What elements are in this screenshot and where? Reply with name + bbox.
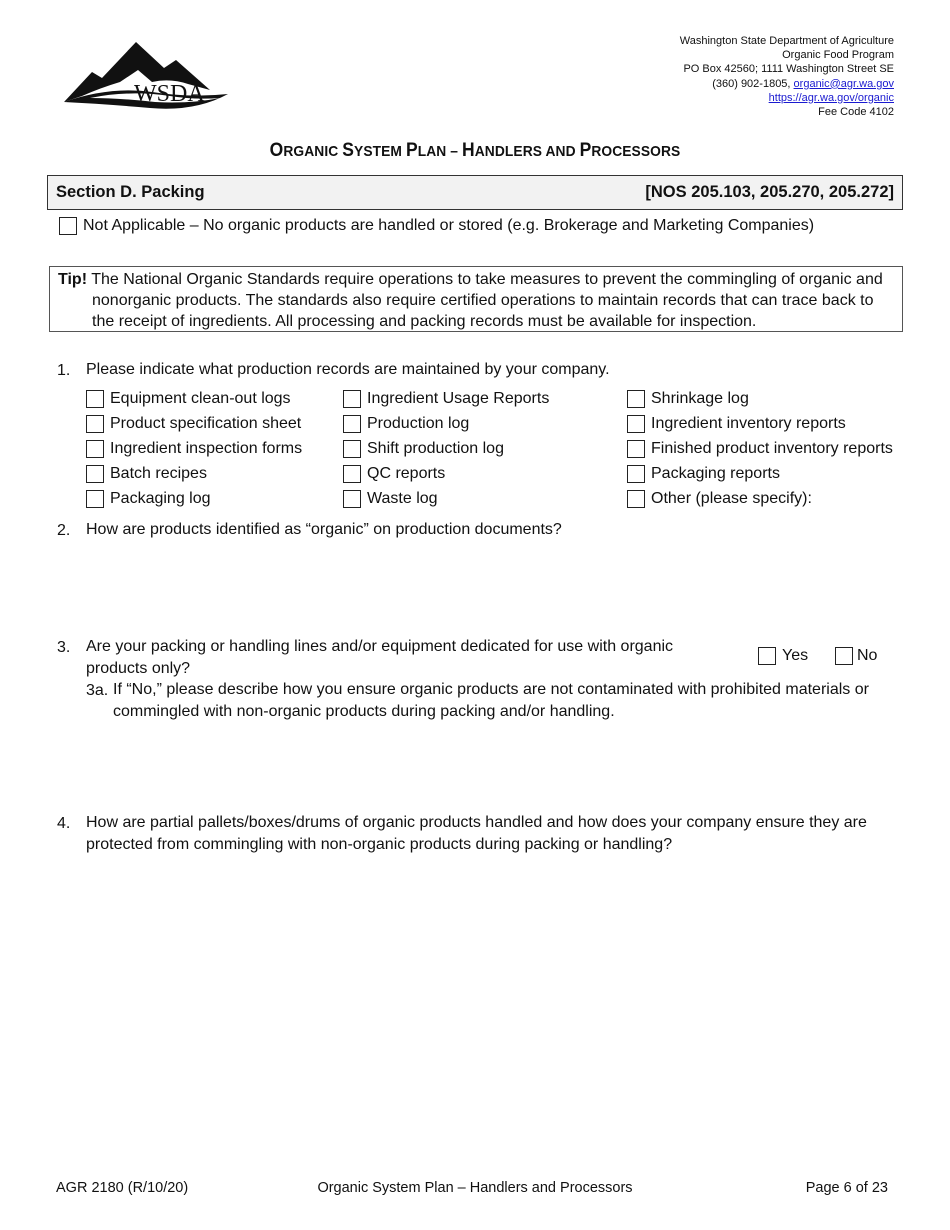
not-applicable-label: Not Applicable – No organic products are handled or stored (e.g. Brokerage and Marketing Companies)	[83, 217, 815, 234]
record-checkbox[interactable]	[627, 465, 645, 483]
answer-area-q4[interactable]	[86, 860, 876, 1160]
record-checkbox[interactable]	[627, 440, 645, 458]
agency-line: Organic Food Program	[782, 49, 894, 62]
record-option: Waste log	[343, 488, 438, 510]
record-option: Batch recipes	[86, 463, 207, 485]
record-option: Other (please specify):	[627, 488, 812, 510]
logo-text: WSDA	[134, 81, 205, 107]
contact-line	[680, 77, 894, 91]
record-option: Shrinkage log	[627, 388, 749, 410]
tip-text: The National Organic Standards require operations to take measures to prevent the commingling of organic and nonorganic products. The standards also require certified operations to maintain records that can trace back to the receipt of ingredients. All processing and packing records must be available for inspection.	[87, 271, 883, 330]
agency-info	[680, 34, 894, 119]
yes-option: Yes	[758, 647, 808, 665]
question-2-text: How are products identified as “organic” on production documents?	[86, 521, 562, 538]
record-option: Product specification sheet	[86, 413, 301, 435]
question-4-text: How are partial pallets/boxes/drums of organic products handled and how does your company ensure they are protected from commingling with non-organic products during packing or handling?	[86, 814, 867, 853]
agency-line: PO Box 42560; 1111 Washington Street SE	[683, 63, 894, 76]
website-link[interactable]: https://agr.wa.gov/organic	[768, 91, 894, 104]
no-option: No	[835, 647, 877, 665]
question-3a-number: 3a.	[86, 682, 109, 699]
tip-box	[49, 266, 903, 332]
not-applicable-row	[59, 217, 814, 235]
record-option: QC reports	[343, 463, 445, 485]
record-checkbox[interactable]	[343, 465, 361, 483]
record-option: Equipment clean-out logs	[86, 388, 291, 410]
record-option: Ingredient Usage Reports	[343, 388, 549, 410]
footer-page-number: Page 6 of 23	[805, 1180, 888, 1196]
record-checkbox[interactable]	[627, 390, 645, 408]
footer-doc-title: Organic System Plan – Handlers and Processors	[317, 1180, 633, 1196]
record-option: Packaging reports	[627, 463, 780, 485]
record-checkbox[interactable]	[86, 465, 104, 483]
wsda-logo	[60, 38, 232, 114]
record-option: Packaging log	[86, 488, 211, 510]
phone: (360) 902-1805,	[712, 77, 794, 90]
record-checkbox[interactable]	[343, 415, 361, 433]
record-checkbox[interactable]	[86, 490, 104, 508]
record-checkbox[interactable]	[627, 490, 645, 508]
section-header	[47, 175, 903, 210]
record-checkbox[interactable]	[627, 415, 645, 433]
question-3-number: 3.	[57, 639, 71, 656]
agency-line: Washington State Department of Agriculture	[679, 35, 894, 47]
answer-area-q3a[interactable]	[113, 725, 873, 805]
page-title: ORGANIC SYSTEM PLAN – HANDLERS AND PROCESSORS	[269, 140, 681, 161]
fee-code: Fee Code 4102	[818, 106, 894, 119]
question-1-number: 1.	[57, 362, 71, 379]
question-1-text: Please indicate what production records are maintained by your company.	[86, 361, 610, 378]
record-checkbox[interactable]	[86, 440, 104, 458]
tip-label: Tip!	[58, 271, 88, 288]
record-option: Ingredient inventory reports	[627, 413, 846, 435]
record-checkbox[interactable]	[343, 440, 361, 458]
question-3-text: Are your packing or handling lines and/or equipment dedicated for use with organic products only?	[86, 638, 674, 677]
not-applicable-checkbox[interactable]	[59, 217, 77, 235]
record-checkbox[interactable]	[86, 390, 104, 408]
record-checkbox[interactable]	[86, 415, 104, 433]
footer-form-id: AGR 2180 (R/10/20)	[56, 1180, 189, 1196]
section-regulations: [NOS 205.103, 205.270, 205.272]	[645, 183, 894, 201]
question-4-number: 4.	[57, 815, 71, 832]
no-checkbox[interactable]	[835, 647, 853, 665]
email-link[interactable]: organic@agr.wa.gov	[793, 77, 894, 90]
answer-area-q2[interactable]	[86, 545, 886, 630]
record-option: Finished product inventory reports	[627, 438, 893, 460]
question-2-number: 2.	[57, 522, 71, 539]
record-option: Production log	[343, 413, 469, 435]
section-name: Section D. Packing	[56, 183, 205, 201]
record-option: Ingredient inspection forms	[86, 438, 302, 460]
record-checkbox[interactable]	[343, 390, 361, 408]
record-option: Shift production log	[343, 438, 504, 460]
question-3a-text: If “No,” please describe how you ensure organic products are not contaminated with prohibited materials or commingled with non-organic products during packing and/or handling.	[113, 681, 869, 720]
record-checkbox[interactable]	[343, 490, 361, 508]
yes-checkbox[interactable]	[758, 647, 776, 665]
